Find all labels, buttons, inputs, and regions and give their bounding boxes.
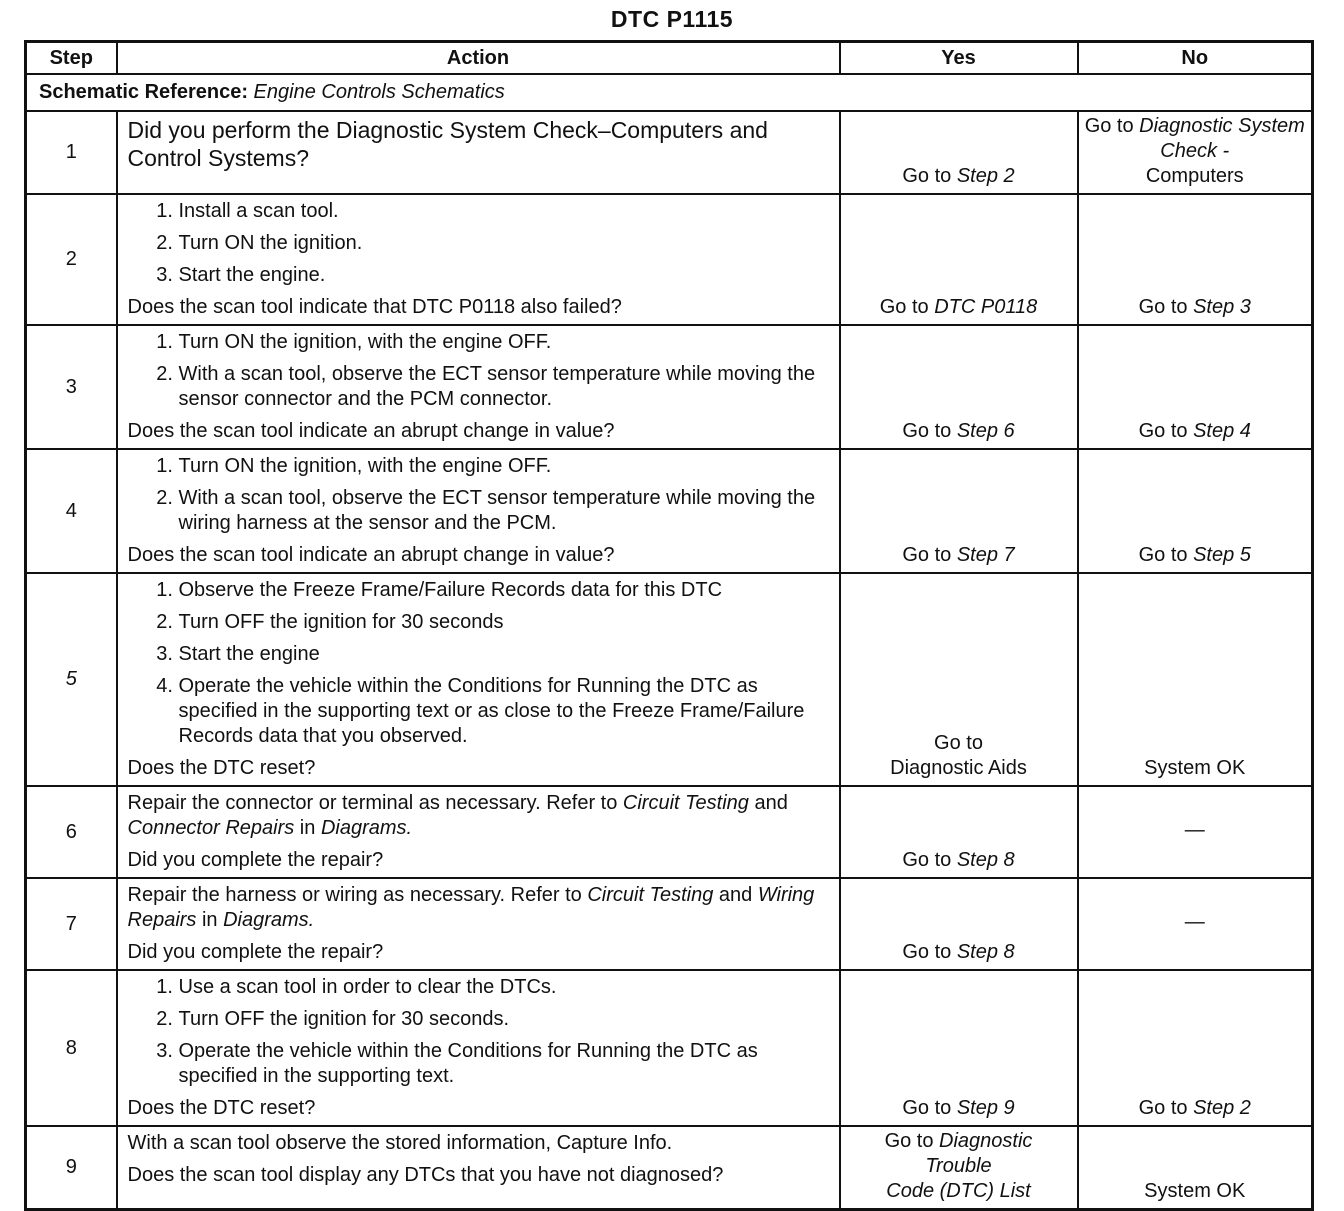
table-row	[26, 194, 1313, 325]
no-link[interactable]: Step 3	[1193, 296, 1251, 318]
step-question: Does the DTC reset?	[127, 1097, 316, 1119]
table-row	[26, 878, 1313, 970]
action-cell	[117, 325, 840, 449]
step-question: Did you complete the repair?	[127, 849, 384, 871]
yes-cell[interactable]	[840, 194, 1078, 325]
instruction-item: 2. Turn OFF the ignition for 30 seconds.	[179, 1007, 829, 1032]
yes-prefix: Go to	[902, 1097, 952, 1119]
instruction-item: 3. Start the engine.	[179, 263, 829, 288]
no-result: System OK	[1144, 1180, 1246, 1202]
schematic-label: Schematic Reference:	[39, 81, 248, 103]
instruction-item: 4. Operate the vehicle within the Conditions for Running the DTC as specified in the supporting text or as close to the Freeze Frame/Failure Records data that you observed.	[179, 674, 829, 749]
yes-cell[interactable]	[840, 449, 1078, 573]
no-cell[interactable]	[1078, 194, 1313, 325]
yes-link[interactable]: Step 8	[956, 849, 1015, 871]
table-row	[26, 970, 1313, 1126]
yes-link[interactable]: Step 7	[956, 544, 1015, 566]
yes-cell[interactable]	[840, 573, 1078, 786]
schematic-reference	[26, 74, 1313, 111]
header-action: Action	[117, 42, 840, 75]
table-row	[26, 449, 1313, 573]
yes-cell[interactable]	[840, 878, 1078, 970]
no-cell[interactable]	[1078, 111, 1313, 194]
action-cell	[117, 111, 840, 194]
step-number: 7	[26, 878, 117, 970]
no-link[interactable]: Step 4	[1193, 420, 1251, 442]
step-number: 3	[26, 325, 117, 449]
table-header-row	[26, 42, 1313, 75]
instruction-item: 2. Turn ON the ignition.	[179, 231, 829, 256]
yes-link[interactable]: Step 6	[956, 420, 1015, 442]
yes-prefix: Go to	[902, 420, 952, 442]
no-prefix: Go to	[1138, 544, 1188, 566]
yes-link[interactable]: Step 9	[956, 1097, 1015, 1119]
reference-link[interactable]: Diagrams.	[223, 909, 315, 931]
no-cell[interactable]	[1078, 573, 1313, 786]
action-cell	[117, 878, 840, 970]
no-suffix: Computers	[1145, 165, 1244, 187]
instruction-text: in	[294, 817, 321, 839]
instruction-item: 2. With a scan tool, observe the ECT sensor temperature while moving the sensor connector and the PCM connector.	[179, 362, 829, 412]
step-question: Does the DTC reset?	[127, 757, 316, 779]
step-number: 1	[26, 111, 117, 194]
reference-link[interactable]: Circuit Testing	[622, 792, 749, 814]
instruction-list	[128, 578, 829, 749]
schematic-link[interactable]: Engine Controls Schematics	[253, 81, 505, 103]
action-cell	[117, 1126, 840, 1210]
page-title: DTC P1115	[610, 6, 734, 32]
instruction-item: 3. Operate the vehicle within the Conditions for Running the DTC as specified in the supporting text.	[179, 1039, 829, 1089]
instruction-item: 1. Turn ON the ignition, with the engine OFF.	[179, 330, 829, 355]
step-number: 8	[26, 970, 117, 1126]
action-cell	[117, 970, 840, 1126]
no-dash: —	[1184, 910, 1205, 933]
instruction-text: in	[196, 909, 224, 931]
step-question: Does the scan tool indicate an abrupt change in value?	[127, 420, 615, 442]
no-result: System OK	[1144, 757, 1246, 779]
yes-prefix: Go to	[902, 544, 952, 566]
yes-cell[interactable]	[840, 325, 1078, 449]
step-number: 4	[26, 449, 117, 573]
no-cell[interactable]	[1078, 970, 1313, 1126]
instruction-item: 2. Turn OFF the ignition for 30 seconds	[179, 610, 829, 635]
no-prefix: Go to	[1084, 115, 1134, 137]
instruction-list	[128, 330, 829, 412]
instruction-item: 2. With a scan tool, observe the ECT sensor temperature while moving the wiring harness at the sensor and the PCM.	[179, 486, 829, 536]
yes-link[interactable]: Diagnostic	[939, 1130, 1033, 1152]
instruction-item: 3. Start the engine	[179, 642, 829, 667]
instruction-list	[128, 975, 829, 1089]
table-row	[26, 573, 1313, 786]
table-row	[26, 1126, 1313, 1210]
header-step: Step	[26, 42, 117, 75]
step-number: 6	[26, 786, 117, 878]
action-cell	[117, 573, 840, 786]
reference-link[interactable]: Circuit Testing	[587, 884, 714, 906]
instruction-item: 1. Observe the Freeze Frame/Failure Records data for this DTC	[179, 578, 829, 603]
yes-prefix: Go to	[884, 1130, 934, 1152]
step-question: Does the scan tool display any DTCs that you have not diagnosed?	[127, 1164, 724, 1186]
step-number	[26, 573, 117, 786]
no-cell	[1078, 786, 1313, 878]
step-number-text: 5	[65, 668, 77, 690]
reference-link[interactable]: Connector Repairs	[127, 817, 295, 839]
instruction-item: 1. Use a scan tool in order to clear the DTCs.	[179, 975, 829, 1000]
yes-link[interactable]: Step 2	[956, 165, 1015, 187]
step-instruction	[128, 883, 829, 933]
table-row	[26, 786, 1313, 878]
reference-link[interactable]: Wiring Repairs	[127, 884, 815, 931]
yes-link[interactable]: Step 8	[956, 941, 1015, 963]
yes-link[interactable]: Code (DTC) List	[886, 1180, 1031, 1202]
action-cell	[117, 194, 840, 325]
no-prefix: Go to	[1138, 1097, 1188, 1119]
action-cell	[117, 786, 840, 878]
instruction-item: 1. Turn ON the ignition, with the engine OFF.	[179, 454, 829, 479]
step-number: 9	[26, 1126, 117, 1210]
no-link[interactable]: Step 5	[1193, 544, 1251, 566]
no-prefix: Go to	[1138, 296, 1188, 318]
yes-link[interactable]: Diagnostic Aids	[890, 757, 1027, 779]
instruction-text: Repair the harness or wiring as necessary. Refer to	[127, 884, 588, 906]
yes-cell[interactable]	[840, 970, 1078, 1126]
yes-link[interactable]: DTC P0118	[934, 296, 1038, 318]
instruction-text: Repair the connector or terminal as necessary. Refer to	[127, 792, 623, 814]
header-no: No	[1078, 42, 1313, 75]
step-question: Does the scan tool indicate an abrupt change in value?	[127, 544, 615, 566]
table-row	[26, 111, 1313, 194]
step-instruction	[128, 791, 829, 841]
no-link[interactable]: Diagnostic System Check -	[1139, 115, 1305, 162]
instruction-text: and	[748, 792, 788, 814]
table-row	[26, 325, 1313, 449]
instruction-list	[128, 454, 829, 536]
diagnostic-table	[24, 40, 1314, 1211]
yes-prefix: Go to	[902, 941, 952, 963]
step-question: Did you perform the Diagnostic System Check–Computers and Control Systems?	[127, 117, 768, 171]
reference-link[interactable]: Diagrams.	[320, 817, 413, 839]
yes-prefix: Go to	[934, 732, 983, 754]
schematic-row	[26, 74, 1313, 111]
header-yes: Yes	[840, 42, 1078, 75]
no-cell	[1078, 878, 1313, 970]
yes-cell[interactable]	[840, 1126, 1078, 1210]
yes-prefix: Go to	[902, 165, 952, 187]
no-cell[interactable]	[1078, 325, 1313, 449]
instruction-item: 1. Install a scan tool.	[179, 199, 829, 224]
instruction-list	[128, 199, 829, 288]
step-instruction: With a scan tool observe the stored information, Capture Info.	[127, 1132, 673, 1154]
yes-link[interactable]: Trouble	[925, 1155, 992, 1177]
yes-prefix: Go to	[902, 849, 952, 871]
action-cell	[117, 449, 840, 573]
no-cell[interactable]	[1078, 449, 1313, 573]
instruction-text: and	[713, 884, 758, 906]
yes-cell[interactable]	[840, 111, 1078, 194]
step-question: Did you complete the repair?	[127, 941, 384, 963]
no-link[interactable]: Step 2	[1193, 1097, 1251, 1119]
yes-cell[interactable]	[840, 786, 1078, 878]
step-question: Does the scan tool indicate that DTC P0118 also failed?	[127, 296, 622, 318]
step-number: 2	[26, 194, 117, 325]
no-dash: —	[1184, 818, 1205, 841]
no-prefix: Go to	[1138, 420, 1188, 442]
yes-prefix: Go to	[879, 296, 929, 318]
no-cell[interactable]	[1078, 1126, 1313, 1210]
